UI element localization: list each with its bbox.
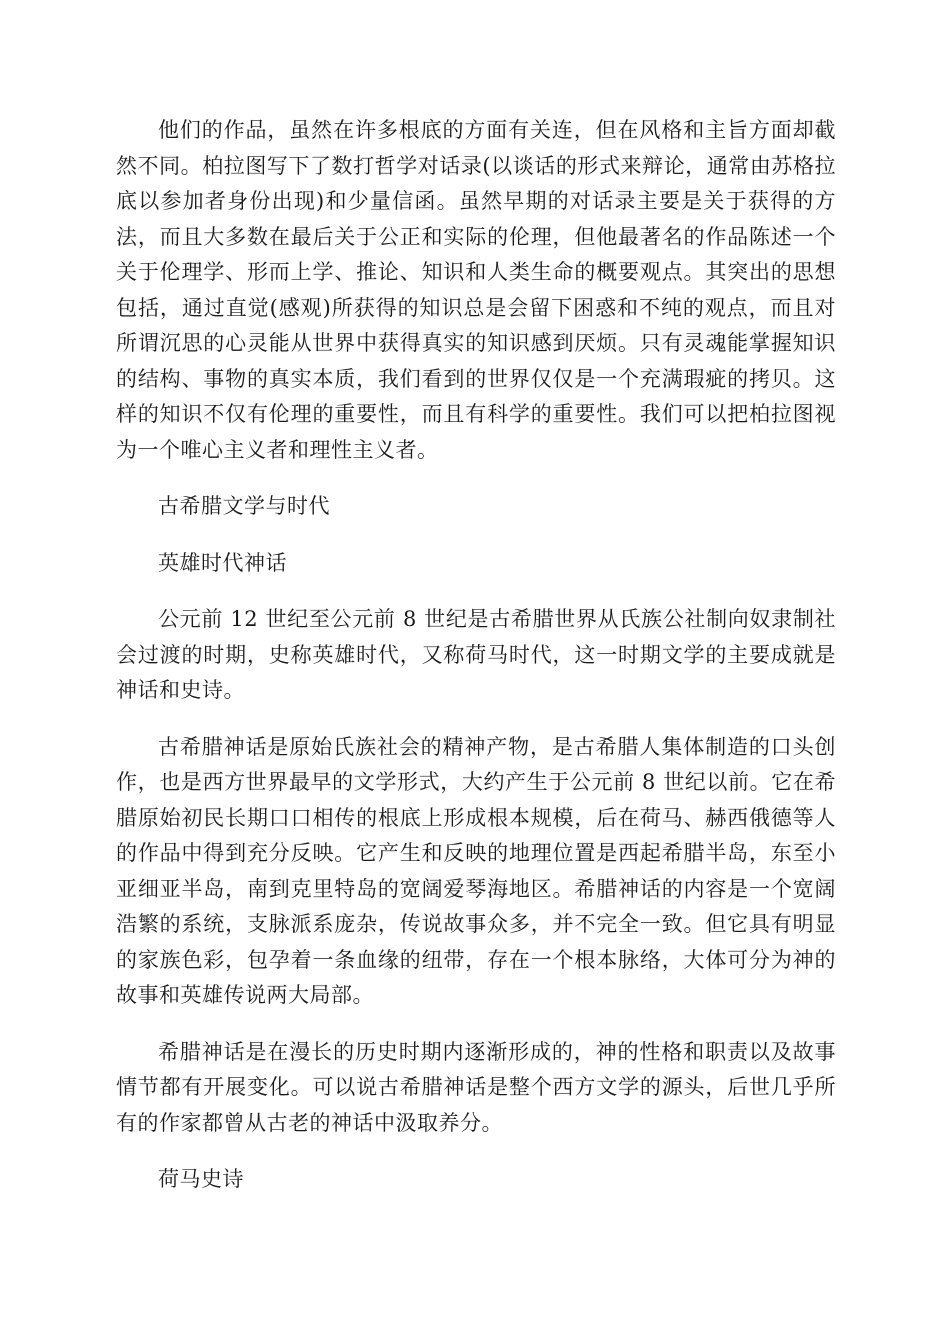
paragraph-greek-mythology-origin: 古希腊神话是原始氏族社会的精神产物，是古希腊人集体制造的口头创作，也是西方世界最早的文学形式，大约产生于公元前 8 世纪以前。它在希腊原始初民长期口口相传的根底上形成根本规模，后在荷马、赫西俄德等人的作品中得到充分反映。它产生和反映的地理位置是西起希腊半岛，东至小亚细亚半岛，南到克里特岛的宽阔爱琴海地区。希腊神话的内容是一个宽阔浩繁的系统，支脉派系庞杂，传说故事众多，并不完全一致。但它具有明显的家族色彩，包孕着一条血缘的纽带，存在一个根本脉络，大体可分为神的故事和英雄传说两大局部。 [116,734,836,1007]
paragraph-plato-works: 他们的作品，虽然在许多根底的方面有关连，但在风格和主旨方面却截然不同。柏拉图写下了数打哲学对话录(以谈话的形式来辩论，通常由苏格拉底以参加者身份出现)和少量信函。虽然早期的对话录主要是关于获得的方法，而且大多数在最后关于公正和实际的伦理，但他最著名的作品陈述一个关于伦理学、形而上学、推论、知识和人类生命的概要观点。其突出的思想包括，通过直觉(感观)所获得的知识总是会留下困惑和不纯的观点，而且对所谓沉思的心灵能从世界中获得真实的知识感到厌烦。只有灵魂能掌握知识的结构、事物的真实本质，我们看到的世界仅仅是一个充满瑕疵的拷贝。这样的知识不仅有伦理的重要性，而且有科学的重要性。我们可以把柏拉图视为一个唯心主义者和理性主义者。 [116,118,836,462]
document-body [116,113,836,1219]
heading-heroic-age-myths: 英雄时代神话 [158,550,287,575]
heading-homeric-epics: 荷马史诗 [158,1167,244,1191]
paragraph-greek-mythology-influence: 希腊神话是在漫长的历史时期内逐渐形成的，神的性格和职责以及故事情节都有开展变化。可以说古希腊神话是整个西方文学的源头，后世几乎所有的作家都曾从古老的神话中汲取养分。 [116,1039,836,1135]
heading-ancient-greek-literature: 古希腊文学与时代 [158,494,330,518]
paragraph-heroic-age: 公元前 12 世纪至公元前 8 世纪是古希腊世界从氏族公社制向奴隶制社会过渡的时期，史称英雄时代，又称荷马时代，这一时期文学的主要成就是神话和史诗。 [116,607,836,702]
